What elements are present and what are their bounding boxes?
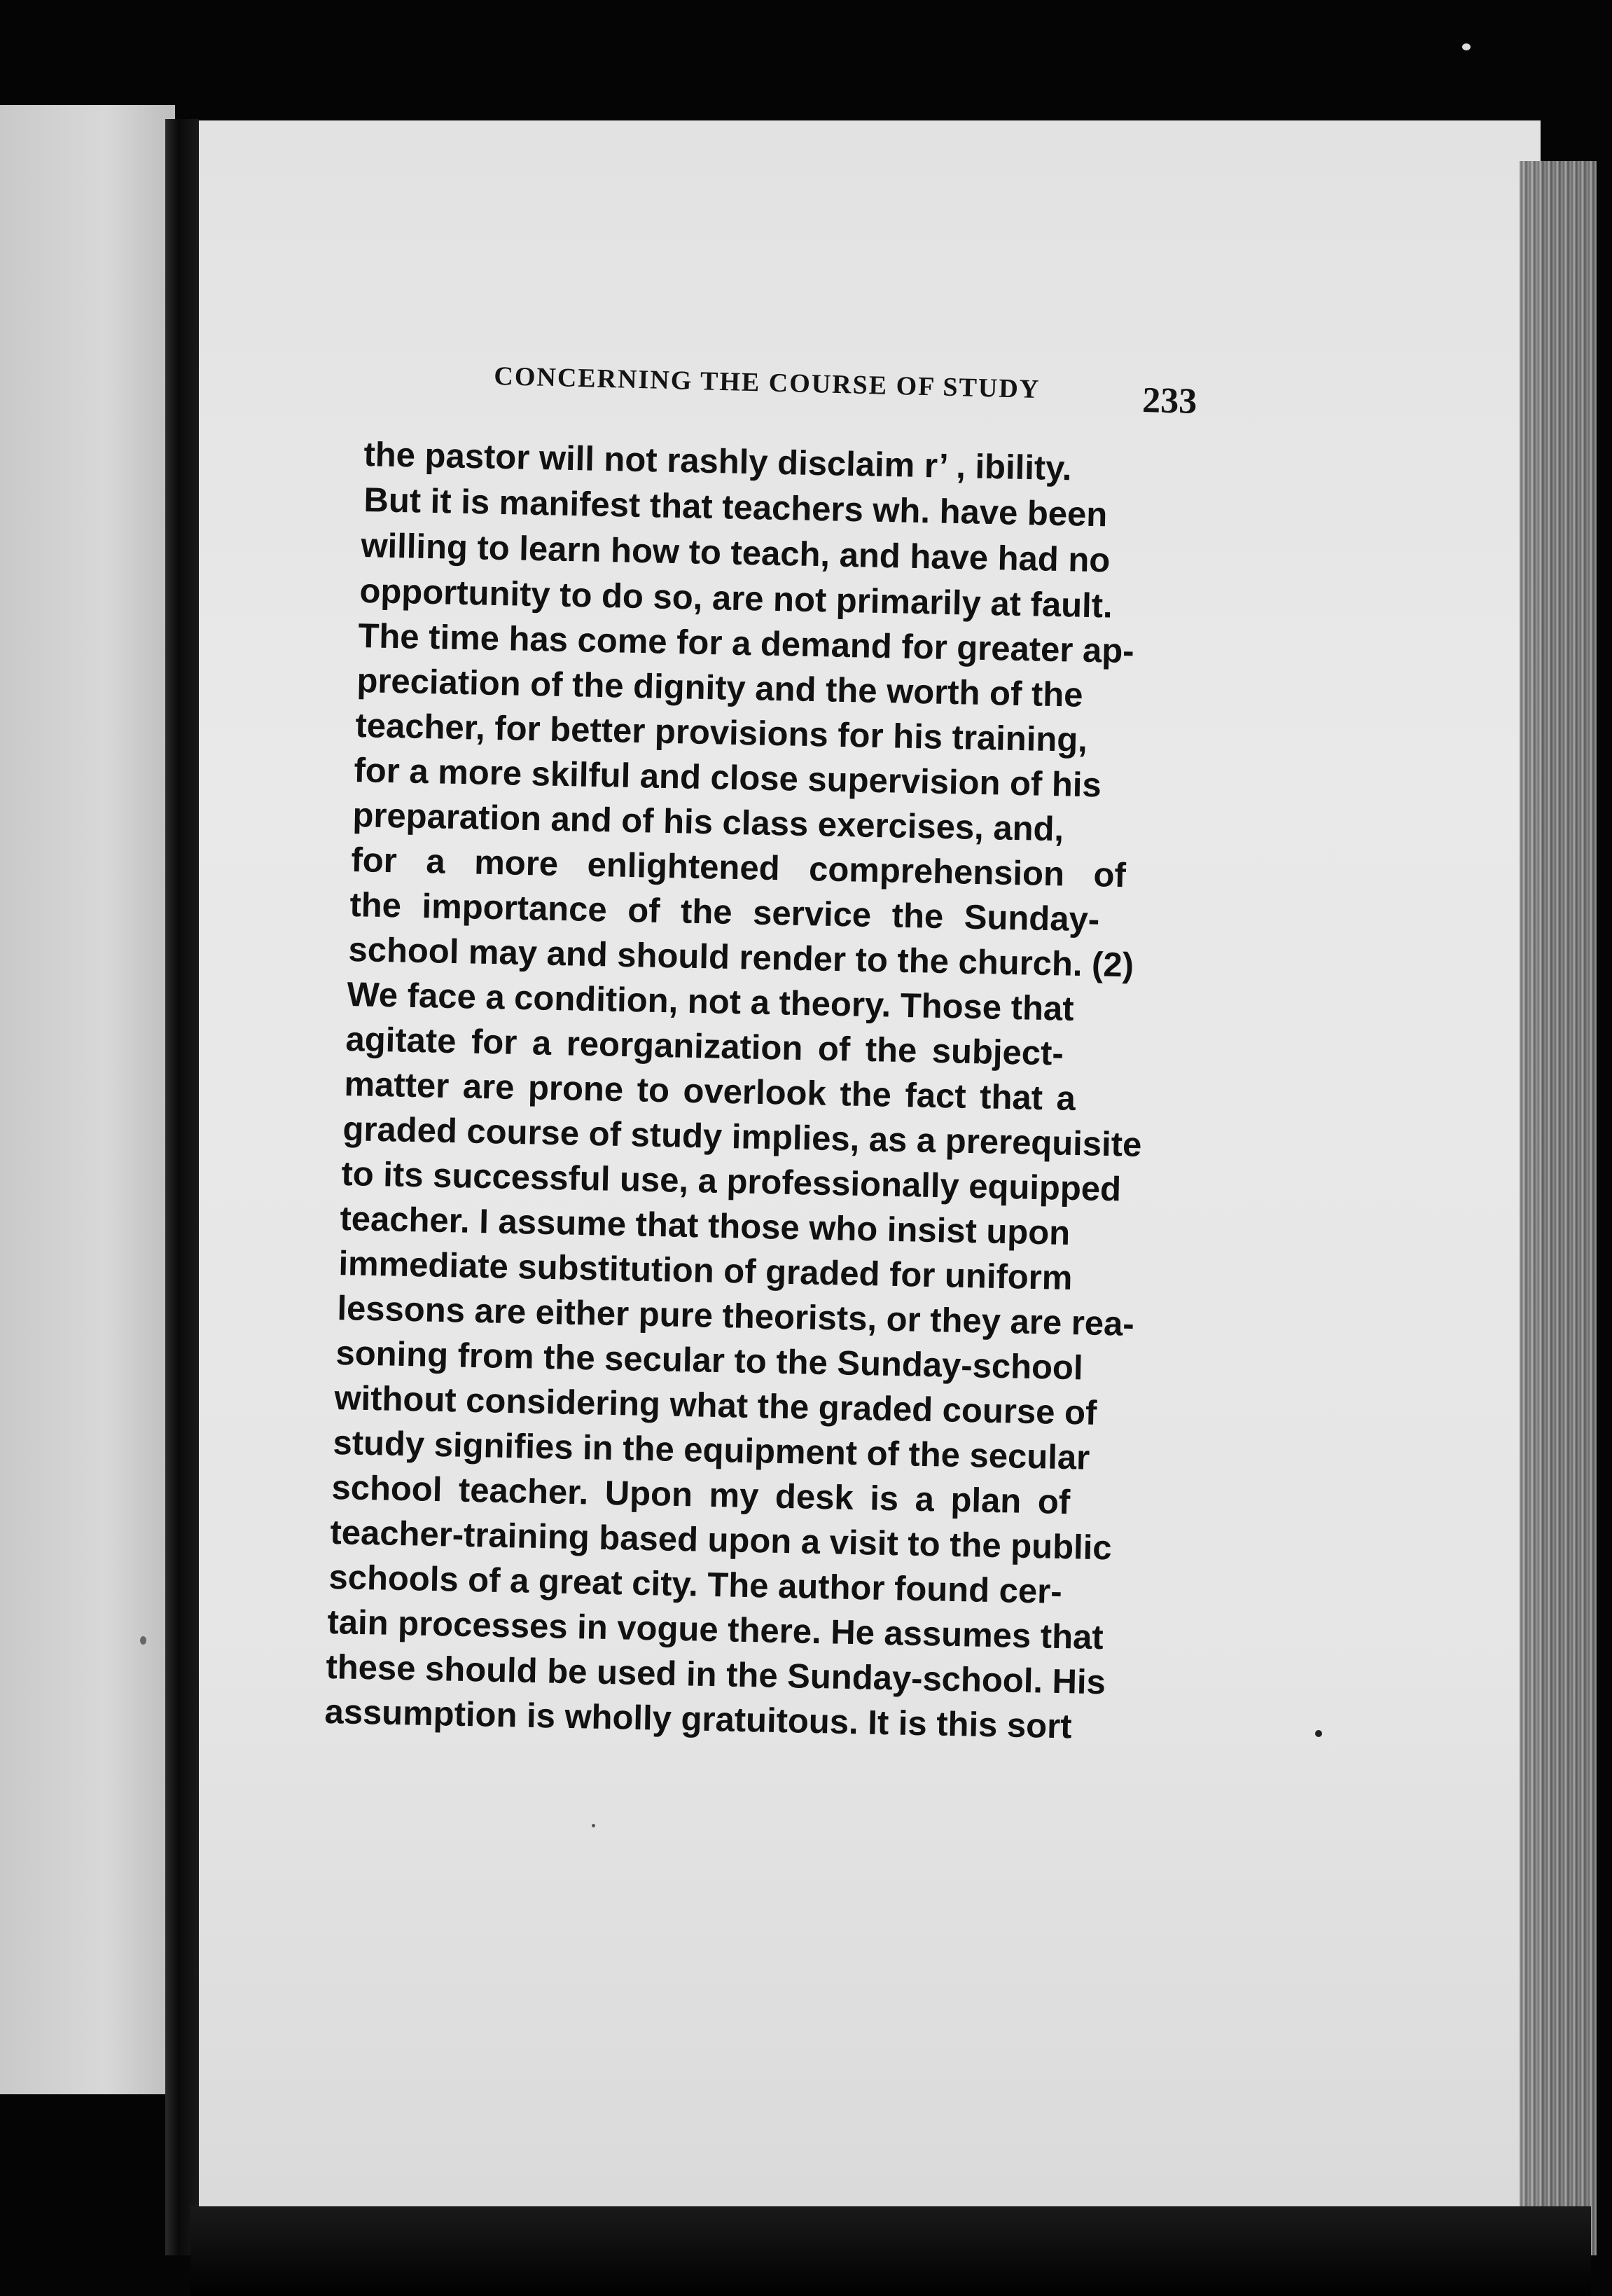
text-line: We face a condition, not a theory. Those that <box>346 976 1075 1028</box>
text-line: teacher-training based upon a visit to the public <box>329 1514 1113 1568</box>
text-line: lessons are either pure theorists, or they are rea- <box>336 1289 1135 1343</box>
text-line: the pastor will not rashly disclaim r’ , ibility. <box>363 436 1072 488</box>
text-line: these should be used in the Sunday-school. His <box>325 1648 1106 1702</box>
text-line: soning from the secular to the Sunday-school <box>335 1334 1084 1388</box>
text-line: opportunity to do so, are not primarily at fault. <box>359 572 1113 625</box>
paper-speck <box>592 1824 595 1827</box>
text-line: to its successful use, a professionally equipped <box>340 1155 1122 1209</box>
text-line: immediate substitution of graded for uniform <box>338 1245 1073 1298</box>
paper-speck <box>1462 43 1471 50</box>
text-line: matter are prone to overlook the fact that a <box>343 1065 1076 1118</box>
text-line: school may and should render to the church. (2) <box>347 931 1134 985</box>
text-line: preciation of the dignity and the worth of the <box>356 662 1083 714</box>
text-line: The time has come for a demand for greater ap- <box>357 617 1135 671</box>
text-line: school teacher. Upon my desk is a plan of <box>331 1469 1071 1522</box>
text-line: for a more enlightened comprehension of <box>350 841 1127 895</box>
text-line: graded course of study implies, as a prerequisite <box>342 1110 1142 1164</box>
text-line: the importance of the service the Sunday- <box>349 886 1100 939</box>
text-line: But it is manifest that teachers wh. have been <box>363 481 1108 534</box>
paper-speck <box>140 1636 146 1645</box>
page-number: 233 <box>1141 380 1197 422</box>
text-line: willing to learn how to teach, and have had no <box>360 527 1111 580</box>
text-line: tain processes in vogue there. He assumes that <box>326 1603 1104 1657</box>
text-line: study signifies in the equipment of the secular <box>332 1424 1090 1477</box>
text-line: agitate for a reorganization of the subject- <box>345 1021 1064 1073</box>
text-line: assumption is wholly gratuitous. It is this sort <box>324 1693 1073 1746</box>
text-line: for a more skilful and close supervision of his <box>353 752 1102 805</box>
text-line: without considering what the graded course of <box>333 1379 1097 1432</box>
paper-speck <box>1315 1730 1322 1737</box>
running-head-title: CONCERNING THE COURSE OF STUDY <box>493 361 1041 405</box>
text-line: teacher. I assume that those who insist upon <box>339 1200 1071 1252</box>
text-line: schools of a great city. The author found cer- <box>328 1558 1063 1612</box>
text-line: preparation and of his class exercises, and, <box>352 796 1064 849</box>
text-line: teacher, for better provisions for his training, <box>354 707 1088 759</box>
